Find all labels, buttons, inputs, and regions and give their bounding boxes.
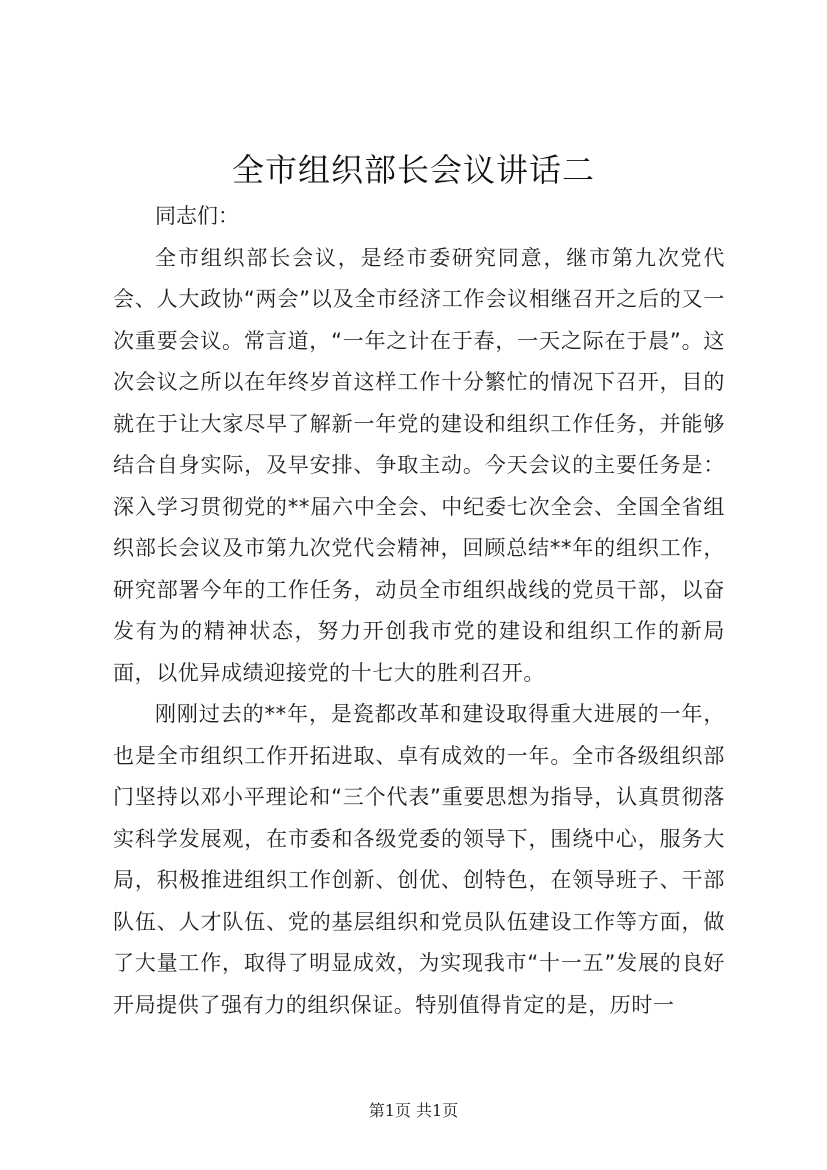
- paragraph-2: 刚刚过去的**年，是瓷都改革和建设取得重大进展的一年，也是全市组织工作开拓进取、卓有成效的一年。全市各级组织部门坚持以邓小平理论和“三个代表”重要思想为指导，认真贯彻落实科学发展观，在市委和各级党委的领导下，围绕中心，服务大局，积极推进组织工作创新、创优、创特色，在领导班子、干部队伍、人才队伍、党的基层组织和党员队伍建设工作等方面，做了大量工作，取得了明显成效，为实现我市“十一五”发展的良好开局提供了强有力的组织保证。特别值得肯定的是，历时一: [113, 702, 725, 1017]
- page-number-footer: 第1页 共1页: [368, 1101, 459, 1120]
- salutation: 同志们：: [155, 204, 239, 228]
- document-body: [113, 196, 725, 1026]
- paragraph-1: 全市组织部长会议，是经市委研究同意，继市第九次党代会、人大政协“两会”以及全市经济工作会议相继召开之后的又一次重要会议。常言道，“一年之计在于春，一天之际在于晨”。这次会议之所以在年终岁首这样工作十分繁忙的情况下召开，目的就在于让大家尽早了解新一年党的建设和组织工作任务，并能够结合自身实际，及早安排、争取主动。今天会议的主要任务是：深入学习贯彻党的**届六中全会、中纪委七次全会、全国全省组织部长会议及市第九次党代会精神，回顾总结**年的组织工作，研究部署今年的工作任务，动员全市组织战线的党员干部，以奋发有为的精神状态，努力开创我市党的建设和组织工作的新局面，以优异成绩迎接党的十七大的胜利召开。: [113, 245, 725, 685]
- document-title: 全市组织部长会议讲话二: [231, 151, 595, 189]
